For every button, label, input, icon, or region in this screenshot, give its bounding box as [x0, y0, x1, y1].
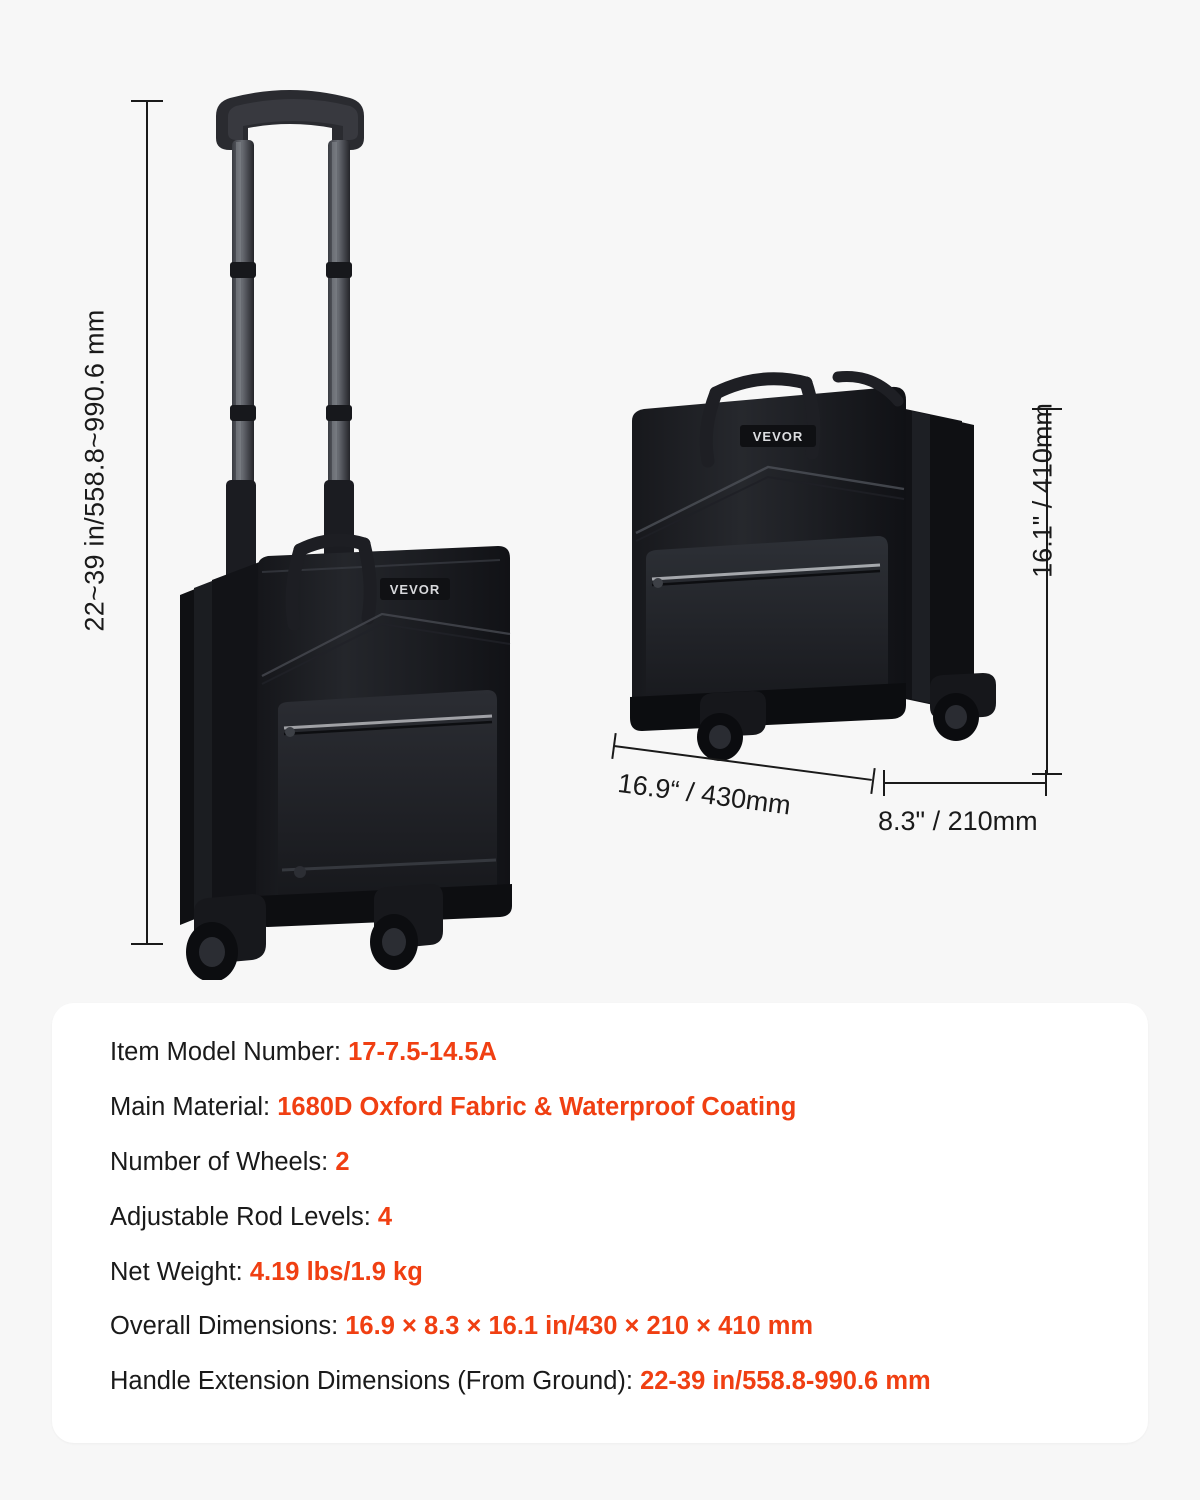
rolling-briefcase-handle-extended-illustration [150, 80, 600, 980]
wheel-left [186, 894, 266, 980]
spec-label: Adjustable Rod Levels: [110, 1202, 371, 1231]
spec-value: 17-7.5-14.5A [348, 1038, 497, 1066]
wheel-right [370, 884, 443, 970]
spec-value: 2 [335, 1147, 350, 1176]
spec-label: Net Weight: [110, 1257, 243, 1286]
spec-label: Item Model Number: [110, 1038, 341, 1066]
spec-row [110, 1202, 1090, 1234]
spec-label: Number of Wheels: [110, 1147, 329, 1176]
spec-value: 4.19 lbs/1.9 kg [249, 1257, 423, 1286]
width-cap-right [1045, 770, 1047, 796]
svg-text:VEVOR: VEVOR [752, 429, 804, 444]
spec-value: 16.9 × 8.3 × 16.1 in/430 × 210 × 410 mm [345, 1312, 814, 1341]
wheel-front-right [930, 673, 996, 741]
bag-body [180, 540, 512, 980]
rolling-briefcase-front-view-illustration [600, 365, 1050, 785]
handle-height-label: 22~39 in/558.8~990.6 mm [79, 309, 110, 632]
svg-text:VEVOR: VEVOR [389, 582, 441, 597]
spec-row [110, 1037, 1090, 1069]
spec-label: Main Material: [110, 1092, 271, 1121]
width-dimension-line [884, 782, 1047, 784]
depth-label: 16.9“ / 430mm [616, 768, 793, 821]
width-label: 8.3" / 210mm [878, 806, 1038, 836]
width-cap-left [883, 770, 885, 796]
height-label: 16.1" / 410mm [1027, 403, 1058, 578]
spec-label: Handle Extension Dimensions (From Ground): [110, 1367, 633, 1396]
spec-value: 4 [377, 1202, 393, 1231]
spec-row [110, 1147, 1090, 1179]
spec-value: 22-39 in/558.8-990.6 mm [640, 1367, 931, 1396]
spec-value: 1680D Oxford Fabric & Waterproof Coating [277, 1092, 797, 1121]
spec-row [110, 1257, 1090, 1289]
height-cap-bottom [1032, 773, 1062, 775]
wheel-front-left [697, 691, 766, 761]
spec-row [110, 1366, 1090, 1398]
spec-row [110, 1092, 1090, 1124]
handle-height-cap-bottom [131, 943, 163, 945]
spec-label: Overall Dimensions: [110, 1312, 339, 1341]
handle-height-dimension-line [146, 100, 148, 945]
telescoping-handle [216, 90, 364, 600]
spec-row [110, 1311, 1090, 1343]
handle-height-cap-top [131, 100, 163, 102]
specifications-card [52, 1003, 1148, 1443]
